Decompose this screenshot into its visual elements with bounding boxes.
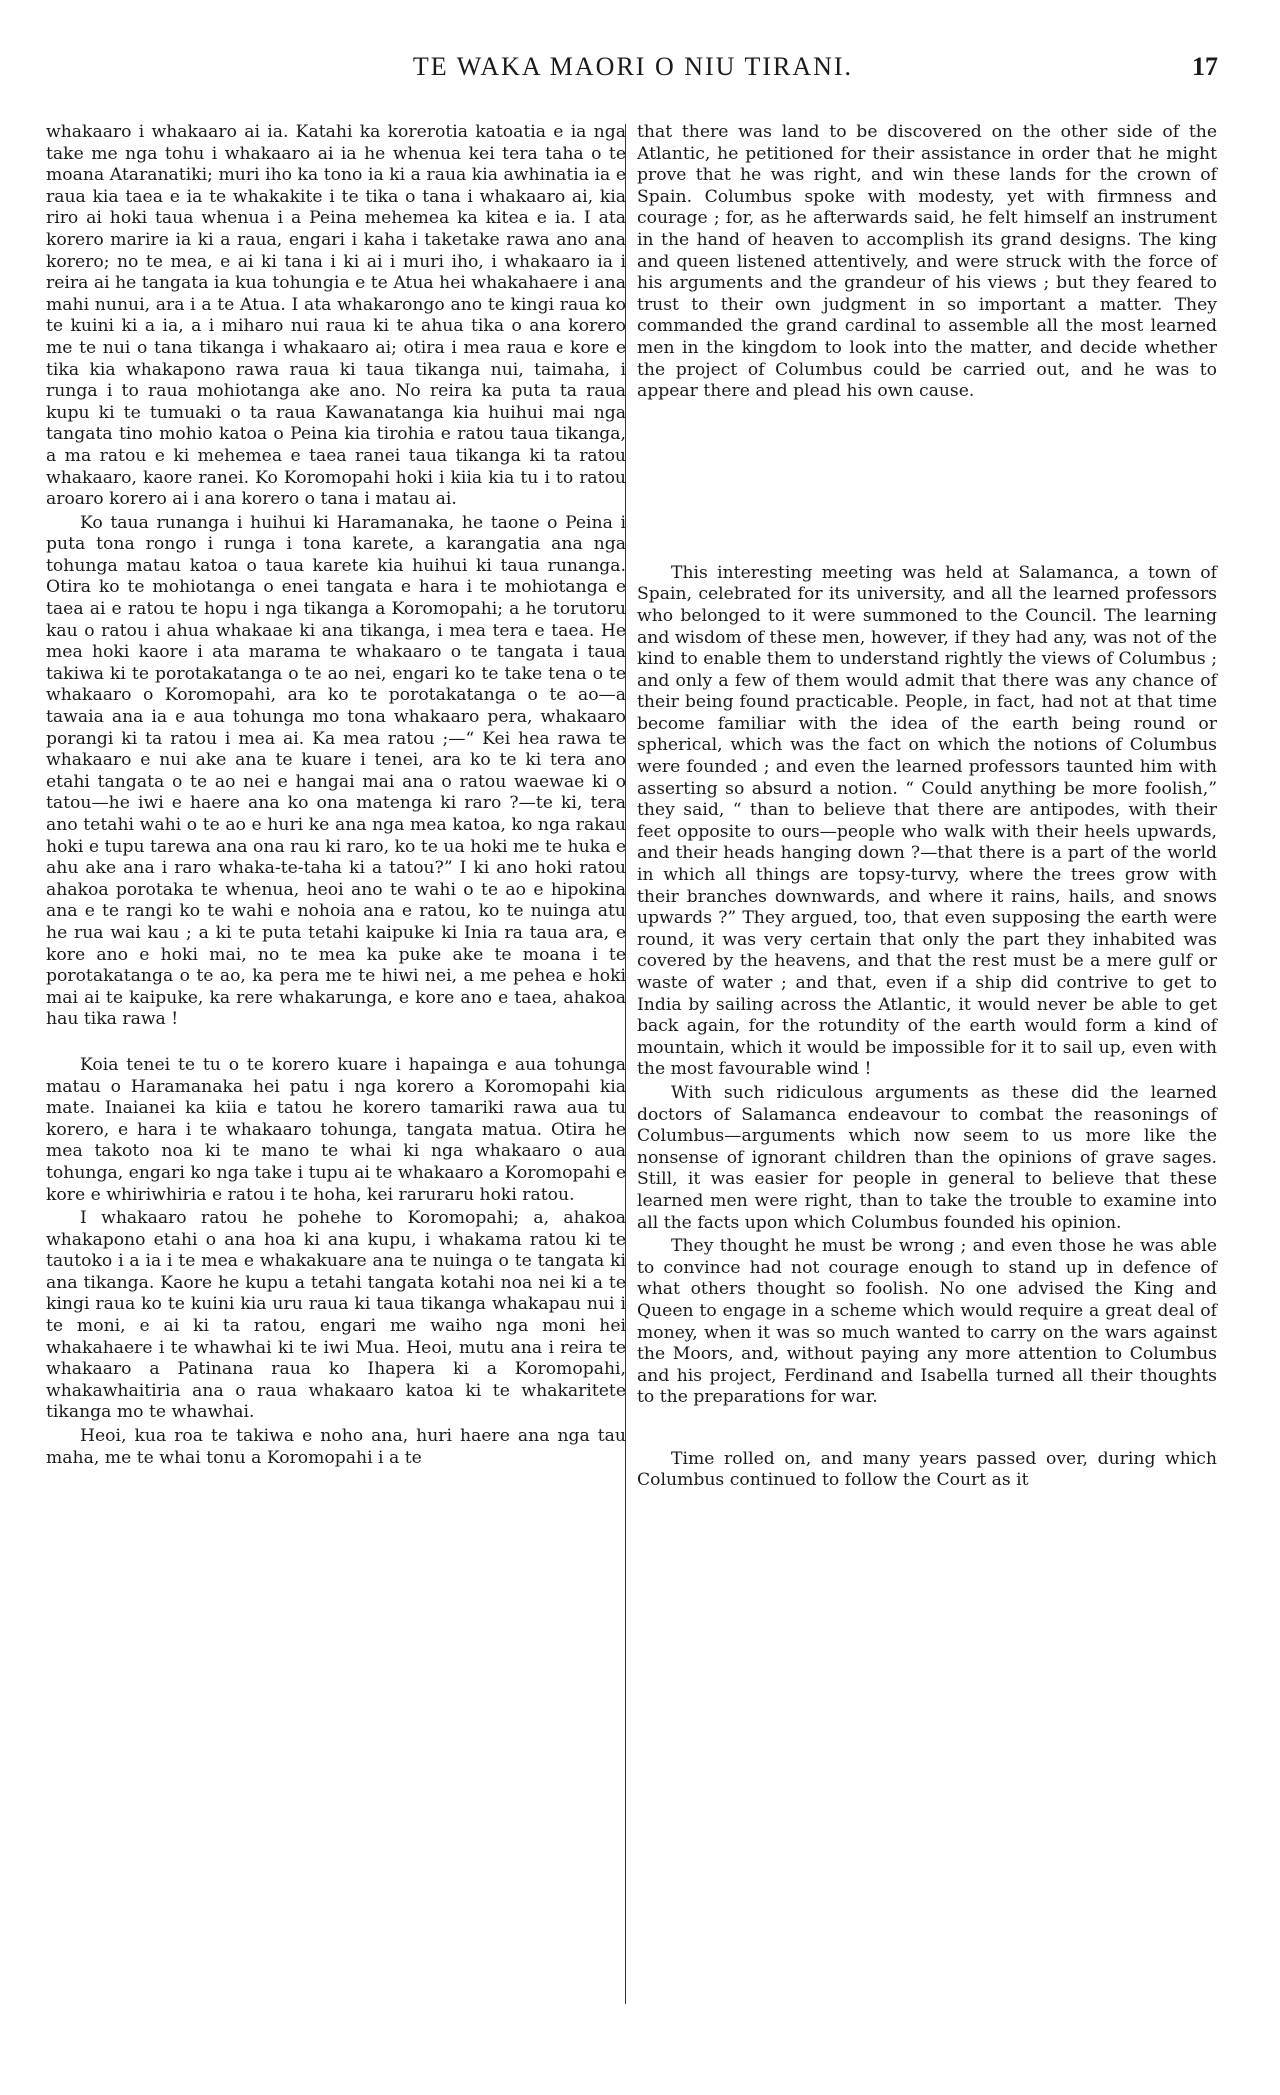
maori-paragraph-3: Koia tenei te tu o te korero kuare i hapainga e aua tohunga matau o Haramanaka hei patu i nga korero a Koromopahi kia mate. Inaianei ka kiia e tatou he korero tamariki rawa aua tu korero, e hara i te whakaaro tohunga, tangata matua. Otira he mea takoto noa ki te mano te whai ki nga whakaaro o aua tohunga, engari ko nga take i tupu ai te whakaaro a Koromopahi e kore e whiriwhiria e ratou i te hoha, kei raruraru hoki ratou. [46,1054,626,1205]
english-paragraph-1: that there was land to be discovered on the other side of the Atlantic, he petitioned for their assistance in order that he might prove that he was right, and win these lands for the crown of Spain. Columbus spoke with modesty, yet with firmness and courage ; for, as he afterwards said, he felt himself an instrument in the hand of heaven to accomplish its grand designs. The king and queen listened attentively, and were struck with the force of his arguments and the grandeur of his views ; but they feared to trust to their own judgment in so important a matter. They commanded the grand cardinal to assemble all the most learned men in the kingdom to look into the matter, and decide whether the project of Columbus could be carried out, and he was to appear there and plead his own cause. [637,122,1217,402]
english-paragraph-5: Time rolled on, and many years passed over, during which Columbus continued to follow the Court as it [637,1448,1217,1491]
english-column [637,122,1217,1492]
english-paragraph-2: This interesting meeting was held at Salamanca, a town of Spain, celebrated for its university, and all the learned professors who belonged to it were summoned to the Council. The learning and wisdom of these men, however, if they had any, was not of the kind to enable them to understand rightly the views of Columbus ; and only a few of them would admit that there was any chance of their being found practicable. People, in fact, had not at that time become familiar with the idea of the earth being round or spherical, which was the fact on which the notions of Columbus were founded ; and even the learned professors taunted him with asserting so absurd a notion. “ Could anything be more foolish,” they said, “ than to believe that there are antipodes, with their feet opposite to ours—people who walk with their heels upwards, and their heads hanging down ?—that there is a part of the world in which all things are topsy-turvy, where the trees grow with their branches downwards, and where it rains, hails, and snows upwards ?” They argued, too, that even supposing the earth were round, it was very certain that only the part they inhabited was covered by the heavens, and that the rest must be a mere gulf or waste of water ; and that, even if a ship did contrive to get to India by sailing across the Atlantic, it would never be able to get back again, for the rotundity of the earth would form a kind of mountain, which it would be impossible for it to sail up, even with the most favourable wind ! [637,562,1217,1080]
english-paragraph-3: With such ridiculous arguments as these did the learned doctors of Salamanca endeavour to combat the reasonings of Columbus—arguments which now seem to us more like the nonsense of ignorant children than the opinions of grave sages. Still, it was easier for people in general to believe that these learned men were right, than to take the trouble to examine into all the facts upon which Columbus founded his opinion. [637,1082,1217,1233]
page-number: 17 [1192,52,1218,81]
maori-paragraph-2: Ko taua runanga i huihui ki Haramanaka, he taone o Peina i puta tona rongo i runga i tona karete, a karangatia ana nga tohunga matau katoa o taua karete kia huihui ki taua runanga. Otira ko te mohiotanga o enei tangata e hara i te mohiotanga e taea ai e ratou te hopu i nga tikanga a Koromopahi; a he torutoru kau o ratou i ahua whakaae ki ana tikanga, i mea tera e taea. He mea hoki kaore i ata marama te whakaaro o te tangata i taua takiwa ki te porotakatanga o te ao nei, engari ko te take tena o te whakaaro o Koromopahi, ara ko te porotakatanga o te ao—a tawaia ana ia e aua tohunga mo tona whakaaro pera, whakaaro porangi ki ta ratou i mea ai. Ka mea ratou ;—“ Kei hea rawa te whakaaro e nui ake ana te kuare i tenei, ara ko te ki tera ano etahi tangata o te ao nei e hangai mai ana o ratou waewae ki o tatou—he iwi e haere ana ko ona matenga ki raro ?—te ki, tera ano tetahi wahi o te ao e huri ke ana nga mea katoa, ko nga rakau hoki e tupu tarewa ana ona rau ki raro, ko te ua hoki me te huka e ahu ake ana i raro whaka-te-taha ki a tatou?” I ki ano hoki ratou ahakoa porotaka te whenua, heoi ano te wahi o te ao e hipokina ana e te rangi ko te wahi e nohoia ana e ratou, ko te nuinga atu he rua wai kau ; a ki te puta tetahi kaipuke ki Inia ra taua ara, e kore ano e hoki mai, no te mea ka puke ake te moana i te porotakatanga o te ao, ka pera me te hiwi nei, a me pehea e hoki mai ai te kaipuke, ka rere whakarunga, e kore ano e taea, ahakoa hau tika rawa ! [46,512,626,1030]
maori-paragraph-4: I whakaaro ratou he pohehe to Koromopahi; a, ahakoa whakapono etahi o ana hoa ki ana kupu, i whakama ratou ki te tautoko i a ia i te mea e whakakuare ana te nuinga o te tangata ki ana tikanga. Kaore he kupu a tetahi tangata kotahi noa nei ki a te kingi raua ko te kuini kia uru raua ki taua tikanga whakapau nui i te moni, e ai ki ta ratou, engari me waiho nga moni hei whakahaere i te whawhai ki te iwi Mua. Heoi, mutu ana i reira te whakaaro a Patinana raua ko Ihapera ki a Koromopahi, whakawhaitiria ana o raua whakaaro katoa ki te whakaritete tikanga mo te whawhai. [46,1208,626,1423]
maori-column [46,122,626,1469]
maori-paragraph-5: Heoi, kua roa te takiwa e noho ana, huri haere ana nga tau maha, me te whai tonu a Koromopahi i a te [46,1426,626,1468]
english-paragraph-4: They thought he must be wrong ; and even those he was able to convince had not courage enough to stand up in defence of what others thought so foolish. No one advised the King and Queen to engage in a scheme which would require a great deal of money, when it was so much wanted to carry on the wars against the Moors, and, without paying any more attention to Columbus and his project, Ferdinand and Isabella turned all their thoughts to the preparations for war. [637,1236,1217,1408]
page-title: TE WAKA MAORI O NIU TIRANI. [412,52,854,81]
maori-paragraph-1: whakaaro i whakaaro ai ia. Katahi ka korerotia katoatia e ia nga take me nga tohu i whakaaro ai ia he whenua kei tera taha o te moana Ataranatiki; muri iho ka tono ia ki a raua kia awhinatia ia e raua kia taea e ia te whakakite i te tika o tana i whakaaro ai, kia riro ai hoki taua whenua i a Peina mehemea ka kitea e ia. I ata korero marire ia ki a raua, engari i kaha i taketake rawa ano ana korero; no te mea, e ai ki tana i ki ai i muri iho, i whakaaro ia i reira ai he tangata ia kua tohungia e te Atua hei whakahaere i ana mahi nunui, ara i a te Atua. I ata whakarongo ano te kingi raua ko te kuini ki a ia, a i miharo nui raua ki te ahua tika o ana korero me te nui o tana tikanga i whakaaro ai; otira i mea raua e kore e tika kia whakapono rawa raua ki taua tikanga nui, taimaha, i runga i to raua mohiotanga ake ano. No reira ka puta ta raua kupu ki te tumuaki o ta raua Kawanatanga kia huihui mai nga tangata tino mohio katoa o Peina kia tirohia e ratou taua tikanga, a ma ratou e ki mehemea e taea ranei taua tikanga ki ta ratou whakaaro, kaore ranei. Ko Koromopahi hoki i kiia kia tu i to ratou aroaro korero ai i ana korero o tana i matau ai. [46,122,626,510]
page-header [48,52,1218,92]
